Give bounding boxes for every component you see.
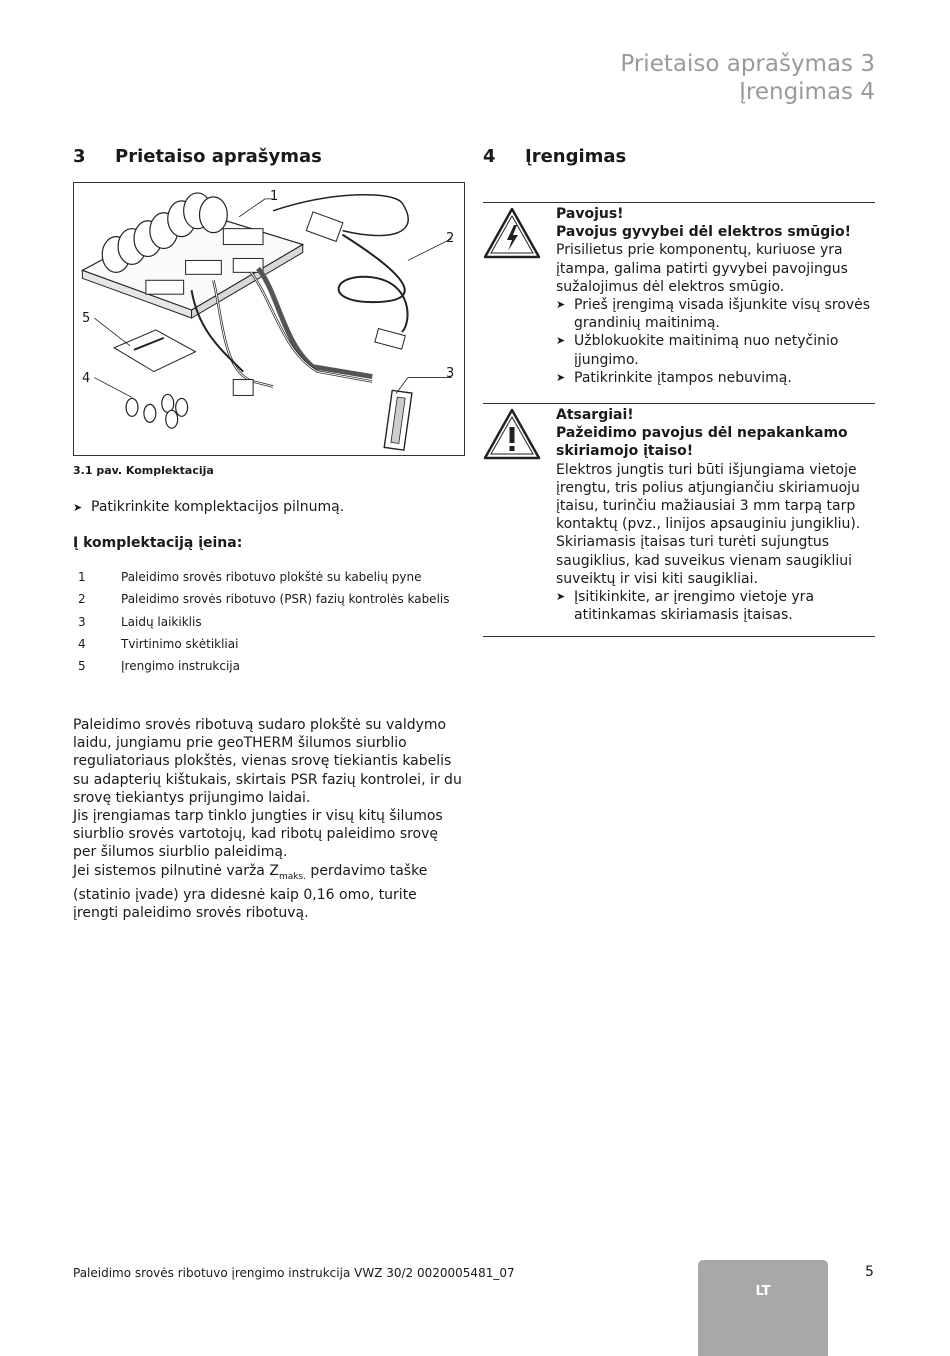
body-paragraph-3: Jei sistemos pilnutinė varža $Z_{maks.}$ perdavimo taške (statinio įvade) yra didesnė kaip 0,16 omo, turite įrengti paleidimo srovės ribotuvą.: [73, 862, 428, 921]
item-text: Tvirtinimo skėtikliai: [121, 636, 239, 651]
components-figure: [73, 182, 465, 456]
divider: [483, 636, 875, 637]
list-item: [73, 568, 463, 590]
list-item: ➤ Įsitikinkite, ar įrengimo vietoje yra atitinkamas skiriamasis įtaisas.: [556, 589, 815, 624]
danger-warning: [483, 202, 875, 404]
list-item: [73, 590, 463, 612]
arrow-icon: ➤: [556, 298, 566, 312]
item-text: Laidų laikiklis: [121, 614, 202, 629]
scope-list: [73, 568, 463, 679]
section-4-heading: [483, 146, 626, 167]
components-illustration: [74, 183, 464, 455]
running-header: [620, 50, 875, 106]
callout-4: 4: [82, 371, 91, 386]
caution-title: Pažeidimo pavojus dėl nepakankamo skiriamojo įtaiso!: [556, 425, 848, 460]
item-text: Įrengimo instrukcija: [121, 659, 240, 674]
scope-heading: Į komplektaciją įeina:: [73, 535, 243, 551]
callout-3: 3: [446, 366, 455, 381]
section-3-number: 3: [73, 146, 86, 167]
caution-text-2: Skiriamasis įtaisas turi turėti sujungtus saugiklius, kad suveikus vienam saugikliui suveiktų ir visi kiti saugikliai.: [556, 534, 853, 587]
list-item: [73, 657, 463, 679]
item-number: 2: [78, 592, 86, 607]
arrow-icon: ➤: [556, 590, 566, 604]
list-item: ➤ Patikrinkite įtampos nebuvimą.: [556, 369, 792, 386]
item-number: 3: [78, 614, 86, 629]
item-text: Paleidimo srovės ribotuvo (PSR) fazių kontrolės kabelis: [121, 592, 450, 607]
list-item: ➤ Užblokuokite maitinimą nuo netyčinio įjungimo.: [556, 333, 839, 368]
header-line-2: Įrengimas 4: [739, 79, 875, 105]
item-number: 4: [78, 636, 86, 651]
body-paragraph-1: Paleidimo srovės ribotuvą sudaro plokštė su valdymo laidu, jungiamu prie geoTHERM šilumos siurblio reguliatoriaus plokštės, vienas srovę tiekiantis kabelis su adapterių kištukais, skirtais PSR fazių kontrolei, ir du srovę tiekiantys prijungimo laidai.: [73, 717, 462, 806]
caution-text-1: Elektros jungtis turi būti išjungiama vietoje įrengtu, tris polius atjungiančiu skiriamuoju įtaisu, turinčiu mažiausiai 3 mm tarpą tarp kontaktų (pvz., linijos apsauginiu jungikliu).: [556, 461, 861, 533]
item-number: 1: [78, 570, 86, 584]
callout-2: 2: [446, 231, 455, 246]
description-body: [73, 716, 465, 922]
item-text: Paleidimo srovės ribotuvo plokštė su kabelių pyne: [121, 570, 422, 584]
item-number: 5: [78, 659, 86, 674]
section-3-heading: [73, 146, 322, 167]
callout-5: 5: [82, 311, 91, 326]
figure-caption: 3.1 pav. Komplektacija: [73, 464, 214, 477]
footer-text: Paleidimo srovės ribotuvo įrengimo instrukcija VWZ 30/2 0020005481_07: [73, 1266, 515, 1280]
page-number: 5: [865, 1264, 874, 1280]
section-3-title: Prietaiso aprašymas: [115, 146, 322, 167]
caution-warning: [483, 403, 875, 637]
list-item: ➤ Prieš įrengimą visada išjunkite visų srovės grandinių maitinimą.: [556, 297, 871, 332]
list-item: [73, 635, 463, 657]
subscript-maks: maks.: [278, 871, 306, 882]
check-instruction: [73, 498, 344, 517]
body-paragraph-2: Jis įrengiamas tarp tinklo jungties ir visų kitų šilumos siurblio srovės vartotojų, kad ribotų paleidimo srovę per šilumos siurblio paleidimą.: [73, 808, 443, 861]
language-tab: [698, 1260, 828, 1356]
section-4-number: 4: [483, 146, 496, 167]
electric-shock-warning-icon: [483, 207, 541, 259]
check-text: Patikrinkite komplektacijos pilnumą.: [91, 499, 345, 515]
language-label: LT: [755, 1284, 771, 1299]
danger-text: Prisilietus prie komponentų, kuriuose yra įtampa, galima patirti gyvybei pavojingus sužalojimus dėl elektros smūgio.: [556, 242, 848, 295]
callout-1: 1: [270, 189, 279, 204]
exclamation-warning-icon: [483, 408, 541, 460]
arrow-icon: ➤: [556, 370, 566, 384]
danger-title: Pavojus gyvybei dėl elektros smūgio!: [556, 224, 852, 241]
arrow-icon: ➤: [556, 334, 566, 348]
list-item: [73, 613, 463, 635]
section-4-title: Įrengimas: [525, 146, 627, 167]
caution-label: Atsargiai!: [556, 407, 634, 423]
header-line-1: Prietaiso aprašymas 3: [620, 51, 875, 77]
arrow-icon: ➤: [73, 501, 83, 514]
danger-label: Pavojus!: [556, 206, 624, 222]
